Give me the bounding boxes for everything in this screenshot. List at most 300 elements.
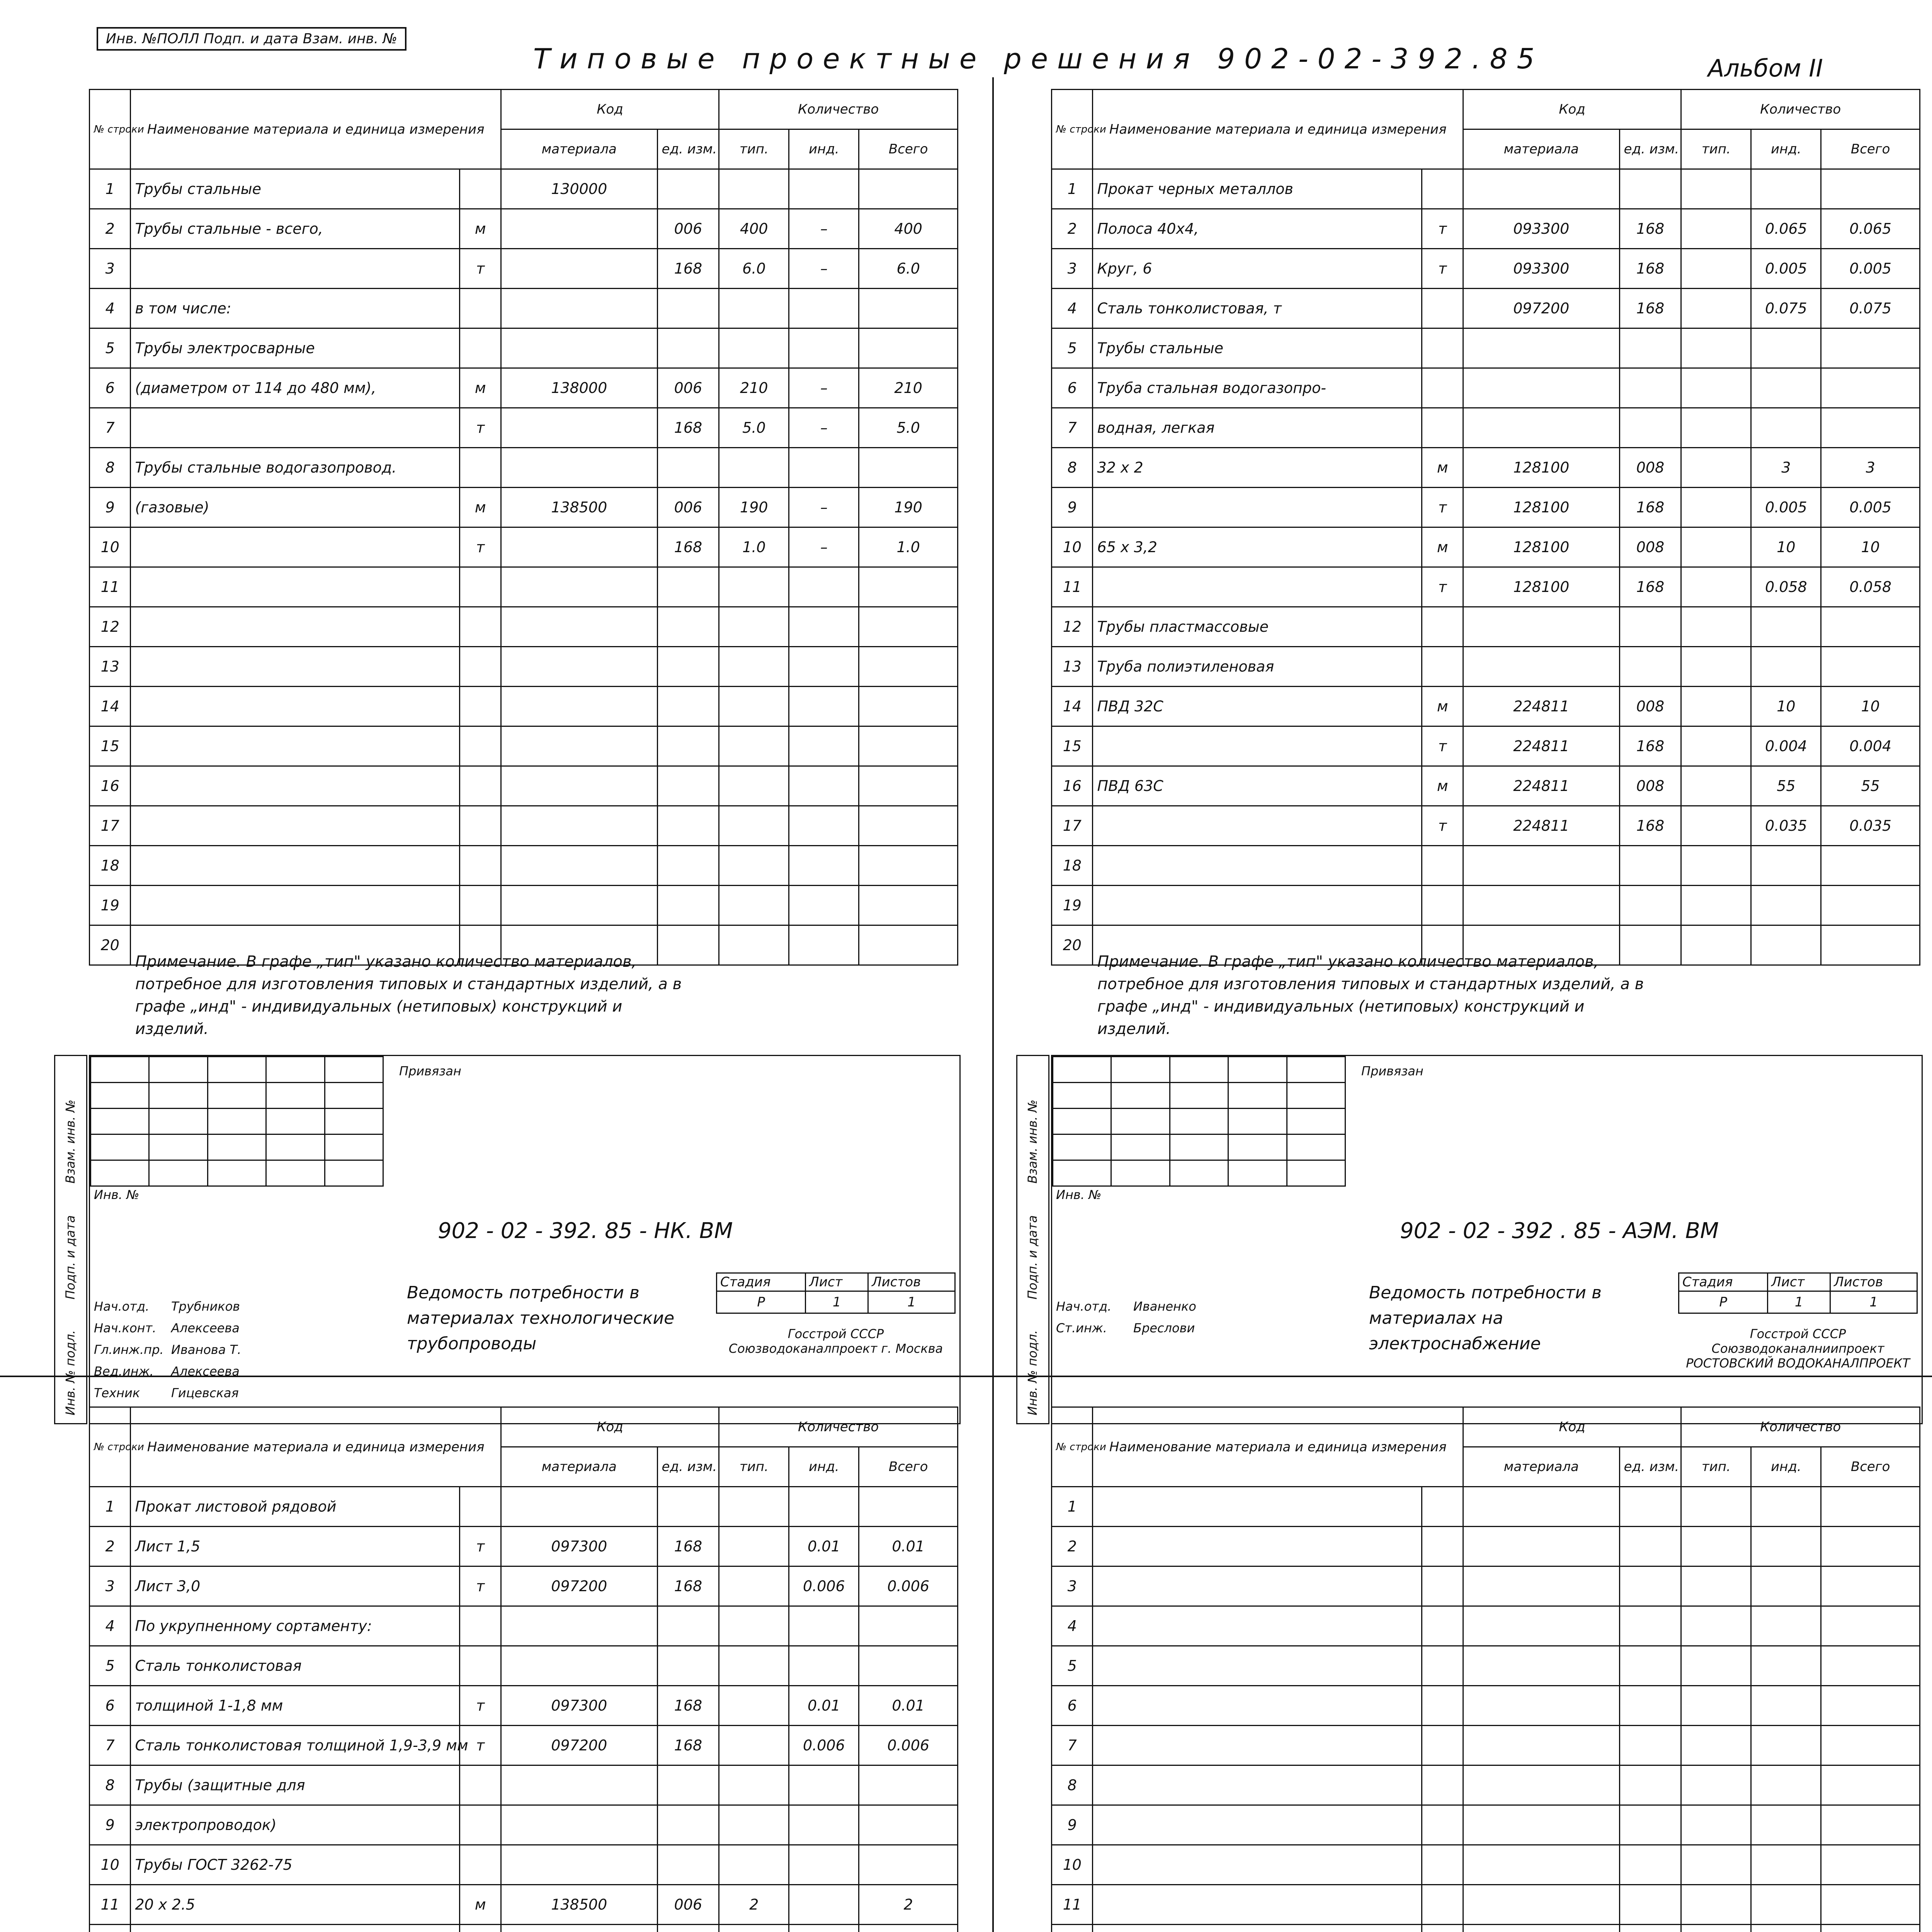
qty-total: 10 bbox=[1821, 527, 1920, 567]
row-number: 16 bbox=[1052, 766, 1093, 806]
material-name bbox=[131, 527, 460, 567]
qty-ind bbox=[789, 567, 859, 607]
row-number: 8 bbox=[1052, 448, 1093, 488]
row-number: 2 bbox=[1052, 1527, 1093, 1566]
header-stamp: Инв. №ПОЛЛ Подп. и дата Взам. инв. № bbox=[97, 27, 406, 51]
material-code bbox=[1463, 1845, 1619, 1885]
row-number: 14 bbox=[1052, 687, 1093, 726]
material-code: 224811 bbox=[1463, 726, 1619, 766]
unit-code bbox=[657, 1765, 719, 1805]
measure-unit bbox=[460, 607, 501, 647]
col-header-name: Наименование материала и единица измерения bbox=[131, 90, 501, 169]
row-number: 9 bbox=[90, 488, 131, 527]
qty-total bbox=[1821, 607, 1920, 647]
qty-ind bbox=[789, 448, 859, 488]
material-code: 097200 bbox=[501, 1726, 657, 1765]
qty-ind: 10 bbox=[1751, 527, 1821, 567]
qty-ind bbox=[789, 886, 859, 925]
material-code: 138500 bbox=[501, 488, 657, 527]
qty-total: 2 bbox=[859, 1885, 958, 1925]
qty-ind bbox=[1751, 1925, 1821, 1932]
qty-tip bbox=[1681, 249, 1751, 289]
signature-name: Иваненко bbox=[1133, 1299, 1196, 1314]
row-number: 10 bbox=[90, 1845, 131, 1885]
qty-ind bbox=[789, 806, 859, 846]
unit-code: 008 bbox=[1619, 527, 1681, 567]
side-label: Подп. и дата bbox=[1025, 1215, 1040, 1299]
qty-tip bbox=[719, 448, 789, 488]
unit-code: 168 bbox=[1619, 289, 1681, 328]
table-row bbox=[1052, 806, 1920, 846]
qty-total bbox=[859, 1845, 958, 1885]
material-code bbox=[501, 289, 657, 328]
qty-total bbox=[859, 1487, 958, 1527]
row-number: 20 bbox=[1052, 925, 1093, 965]
material-name bbox=[131, 726, 460, 766]
qty-ind: – bbox=[789, 527, 859, 567]
side-label: Инв. № подл. bbox=[1025, 1330, 1040, 1415]
material-name bbox=[1093, 1487, 1422, 1527]
table-row bbox=[1052, 607, 1920, 647]
document-code: 902 - 02 - 392 . 85 - АЭМ. ВМ bbox=[1400, 1218, 1719, 1243]
material-name: толщиной 1-1,8 мм bbox=[131, 1686, 460, 1726]
row-number: 15 bbox=[90, 726, 131, 766]
unit-code: 006 bbox=[657, 209, 719, 249]
table-row bbox=[90, 408, 958, 448]
qty-tip bbox=[719, 1726, 789, 1765]
side-label: Подп. и дата bbox=[63, 1215, 78, 1299]
material-name bbox=[131, 408, 460, 448]
qty-tip bbox=[719, 567, 789, 607]
qty-total bbox=[1821, 408, 1920, 448]
col-header-ind: инд. bbox=[1751, 129, 1821, 169]
table-row bbox=[1052, 1527, 1920, 1566]
material-code bbox=[501, 1925, 657, 1932]
measure-unit: м bbox=[1422, 766, 1463, 806]
organization: Госстрой СССР Союзводоканалниипроект РОСТОВСКИЙ ВОДОКАНАЛПРОЕКТ bbox=[1686, 1327, 1910, 1371]
measure-unit bbox=[1422, 1885, 1463, 1925]
col-header-qty: Количество bbox=[1681, 1407, 1920, 1447]
qty-ind bbox=[789, 1925, 859, 1932]
material-code bbox=[1463, 607, 1619, 647]
material-name: Трубы электросварные bbox=[131, 328, 460, 368]
measure-unit bbox=[460, 328, 501, 368]
material-code bbox=[501, 687, 657, 726]
unit-code bbox=[1619, 368, 1681, 408]
unit-code bbox=[1619, 1646, 1681, 1686]
material-name bbox=[131, 846, 460, 886]
qty-ind bbox=[789, 766, 859, 806]
measure-unit bbox=[460, 726, 501, 766]
table-row bbox=[90, 607, 958, 647]
measure-unit: т bbox=[1422, 209, 1463, 249]
qty-tip bbox=[1681, 1885, 1751, 1925]
material-name: Трубы стальные bbox=[1093, 328, 1422, 368]
qty-total bbox=[859, 886, 958, 925]
material-code: 097200 bbox=[1463, 289, 1619, 328]
qty-tip bbox=[719, 289, 789, 328]
material-code bbox=[1463, 1925, 1619, 1932]
qty-ind bbox=[1751, 368, 1821, 408]
material-code bbox=[501, 1646, 657, 1686]
table-row bbox=[1052, 209, 1920, 249]
material-code bbox=[1463, 886, 1619, 925]
material-name bbox=[1093, 806, 1422, 846]
qty-ind bbox=[789, 647, 859, 687]
qty-tip bbox=[1681, 687, 1751, 726]
col-header-material: материала bbox=[1463, 129, 1619, 169]
qty-total bbox=[1821, 846, 1920, 886]
material-name bbox=[1093, 1885, 1422, 1925]
qty-ind bbox=[789, 1805, 859, 1845]
material-name bbox=[131, 886, 460, 925]
qty-ind: 0.01 bbox=[789, 1527, 859, 1566]
qty-ind: – bbox=[789, 368, 859, 408]
qty-total: 0.006 bbox=[859, 1566, 958, 1606]
row-number: 11 bbox=[90, 1885, 131, 1925]
table-row bbox=[90, 806, 958, 846]
material-name: Полоса 40х4, bbox=[1093, 209, 1422, 249]
measure-unit bbox=[1422, 169, 1463, 209]
measure-unit: т bbox=[460, 1566, 501, 1606]
qty-tip bbox=[719, 1527, 789, 1566]
table-row bbox=[1052, 1885, 1920, 1925]
row-number: 19 bbox=[90, 886, 131, 925]
qty-tip bbox=[1681, 527, 1751, 567]
measure-unit bbox=[1422, 846, 1463, 886]
row-number: 7 bbox=[90, 408, 131, 448]
qty-total bbox=[859, 766, 958, 806]
qty-total: 0.005 bbox=[1821, 488, 1920, 527]
unit-code bbox=[1619, 1606, 1681, 1646]
qty-ind bbox=[1751, 1845, 1821, 1885]
unit-code bbox=[657, 1925, 719, 1932]
measure-unit bbox=[460, 766, 501, 806]
qty-ind: 0.006 bbox=[789, 1726, 859, 1765]
unit-code bbox=[657, 846, 719, 886]
row-number: 5 bbox=[1052, 328, 1093, 368]
table-row bbox=[90, 1726, 958, 1765]
signature-role: Вед.инж. bbox=[94, 1364, 154, 1379]
material-name: Трубы (защитные для bbox=[131, 1765, 460, 1805]
table-row bbox=[1052, 328, 1920, 368]
unit-code bbox=[1619, 1845, 1681, 1885]
col-header-tip: тип. bbox=[719, 1447, 789, 1487]
measure-unit bbox=[1422, 1566, 1463, 1606]
col-header-tip: тип. bbox=[719, 129, 789, 169]
measure-unit bbox=[460, 806, 501, 846]
row-number: 4 bbox=[90, 1606, 131, 1646]
material-code: 097200 bbox=[501, 1566, 657, 1606]
table-row bbox=[1052, 1925, 1920, 1932]
unit-code: 008 bbox=[1619, 687, 1681, 726]
signature-role: Нач.отд. bbox=[94, 1299, 150, 1314]
qty-ind bbox=[789, 1487, 859, 1527]
row-number: 11 bbox=[1052, 567, 1093, 607]
qty-total bbox=[1821, 1566, 1920, 1606]
qty-tip bbox=[1681, 1805, 1751, 1845]
stage-header: Стадия bbox=[717, 1273, 806, 1291]
qty-ind bbox=[789, 1765, 859, 1805]
material-name: Трубы стальные bbox=[131, 169, 460, 209]
qty-total: 10 bbox=[1821, 687, 1920, 726]
material-name: 65 х 3,2 bbox=[1093, 527, 1422, 567]
qty-tip bbox=[719, 1805, 789, 1845]
qty-tip bbox=[1681, 289, 1751, 328]
qty-tip bbox=[1681, 169, 1751, 209]
qty-total bbox=[859, 846, 958, 886]
stage-header: Листов bbox=[1830, 1273, 1917, 1291]
material-name bbox=[1093, 1925, 1422, 1932]
side-strip bbox=[1016, 1055, 1049, 1424]
row-number: 3 bbox=[1052, 1566, 1093, 1606]
table-row bbox=[1052, 647, 1920, 687]
signature-row bbox=[94, 1296, 241, 1317]
row-number: 5 bbox=[90, 328, 131, 368]
table-row bbox=[1052, 886, 1920, 925]
measure-unit bbox=[460, 846, 501, 886]
table-row bbox=[1052, 1765, 1920, 1805]
page-header bbox=[0, 0, 1932, 100]
qty-tip: 210 bbox=[719, 368, 789, 408]
qty-tip bbox=[719, 687, 789, 726]
material-name bbox=[131, 567, 460, 607]
qty-total bbox=[1821, 1487, 1920, 1527]
material-name: Сталь тонколистовая толщиной 1,9-3,9 мм bbox=[131, 1726, 460, 1765]
qty-total bbox=[859, 1925, 958, 1932]
qty-total bbox=[1821, 169, 1920, 209]
qty-tip bbox=[1681, 647, 1751, 687]
row-number: 13 bbox=[1052, 647, 1093, 687]
unit-code bbox=[657, 1845, 719, 1885]
qty-ind: 3 bbox=[1751, 448, 1821, 488]
material-code bbox=[1463, 1765, 1619, 1805]
material-name bbox=[131, 766, 460, 806]
material-code bbox=[1463, 1805, 1619, 1845]
unit-code bbox=[657, 169, 719, 209]
unit-code: 008 bbox=[1619, 448, 1681, 488]
measure-unit bbox=[460, 448, 501, 488]
row-number bbox=[1052, 1925, 1093, 1932]
measure-unit bbox=[460, 289, 501, 328]
qty-tip: 1.0 bbox=[719, 527, 789, 567]
unit-code: 006 bbox=[657, 1885, 719, 1925]
row-number: 4 bbox=[1052, 289, 1093, 328]
table-row bbox=[1052, 408, 1920, 448]
col-header-name: Наименование материала и единица измерения bbox=[1093, 1407, 1463, 1487]
row-number: 5 bbox=[1052, 1646, 1093, 1686]
table-row bbox=[90, 328, 958, 368]
qty-total bbox=[859, 328, 958, 368]
material-code: 128100 bbox=[1463, 448, 1619, 488]
qty-total bbox=[859, 169, 958, 209]
qty-ind bbox=[789, 607, 859, 647]
row-number: 5 bbox=[90, 1646, 131, 1686]
material-code bbox=[1463, 1566, 1619, 1606]
unit-code bbox=[657, 886, 719, 925]
qty-tip bbox=[1681, 488, 1751, 527]
qty-tip bbox=[1681, 1686, 1751, 1726]
qty-ind: 0.035 bbox=[1751, 806, 1821, 846]
material-name: в том числе: bbox=[131, 289, 460, 328]
stage-value: Р bbox=[1679, 1291, 1768, 1313]
material-name: Лист 1,5 bbox=[131, 1527, 460, 1566]
unit-code bbox=[657, 766, 719, 806]
row-number: 2 bbox=[90, 1527, 131, 1566]
stage-table bbox=[716, 1272, 956, 1314]
unit-code: 006 bbox=[657, 368, 719, 408]
qty-total: 55 bbox=[1821, 766, 1920, 806]
stage-header: Лист bbox=[1768, 1273, 1830, 1291]
qty-total: 0.004 bbox=[1821, 726, 1920, 766]
material-name: Труба стальная водогазопро- bbox=[1093, 368, 1422, 408]
material-code bbox=[501, 209, 657, 249]
qty-ind bbox=[1751, 1686, 1821, 1726]
material-name bbox=[1093, 488, 1422, 527]
unit-code bbox=[657, 1805, 719, 1845]
row-number: 12 bbox=[90, 607, 131, 647]
material-name: 32 х 2 bbox=[1093, 448, 1422, 488]
material-name bbox=[1093, 1646, 1422, 1686]
qty-ind: 0.058 bbox=[1751, 567, 1821, 607]
qty-tip bbox=[719, 1686, 789, 1726]
stage-header: Стадия bbox=[1679, 1273, 1768, 1291]
measure-unit bbox=[460, 1765, 501, 1805]
material-code bbox=[1463, 1726, 1619, 1765]
col-header-material: материала bbox=[501, 129, 657, 169]
table-row bbox=[90, 766, 958, 806]
note-text: Примечание. В графе „тип" указано количество материалов, потребное для изготовления типовых и стандартных изделий, а в графе „инд" - индивидуальных (нетиповых) конструкций и изделий. bbox=[1097, 953, 1644, 1038]
measure-unit bbox=[460, 647, 501, 687]
measure-unit bbox=[1422, 1646, 1463, 1686]
material-code bbox=[1463, 1885, 1619, 1925]
unit-code bbox=[1619, 607, 1681, 647]
material-name: водная, легкая bbox=[1093, 408, 1422, 448]
unit-code bbox=[1619, 1686, 1681, 1726]
binding-label: Привязан bbox=[399, 1064, 461, 1078]
row-number: 12 bbox=[1052, 607, 1093, 647]
qty-ind bbox=[1751, 408, 1821, 448]
material-name bbox=[131, 806, 460, 846]
qty-tip bbox=[1681, 766, 1751, 806]
table-row bbox=[90, 289, 958, 328]
col-header-unit: ед. изм. bbox=[1619, 1447, 1681, 1487]
qty-total bbox=[1821, 1885, 1920, 1925]
qty-total bbox=[859, 687, 958, 726]
unit-code bbox=[657, 1646, 719, 1686]
material-code bbox=[501, 1765, 657, 1805]
table-row bbox=[90, 1925, 958, 1932]
table-row bbox=[90, 886, 958, 925]
measure-unit: т bbox=[1422, 567, 1463, 607]
table-row bbox=[1052, 1646, 1920, 1686]
stage-value: 1 bbox=[1768, 1291, 1830, 1313]
qty-tip bbox=[1681, 886, 1751, 925]
measure-unit: т bbox=[460, 1527, 501, 1566]
unit-code: 168 bbox=[657, 1527, 719, 1566]
qty-tip bbox=[719, 1566, 789, 1606]
unit-code bbox=[657, 687, 719, 726]
qty-total: 190 bbox=[859, 488, 958, 527]
signature-role: Техник bbox=[94, 1386, 140, 1400]
col-header-unit: ед. изм. bbox=[657, 1447, 719, 1487]
unit-code bbox=[1619, 1765, 1681, 1805]
row-number: 7 bbox=[1052, 408, 1093, 448]
qty-tip bbox=[1681, 1765, 1751, 1805]
row-number: 2 bbox=[1052, 209, 1093, 249]
unit-code: 168 bbox=[657, 1686, 719, 1726]
unit-code: 008 bbox=[1619, 766, 1681, 806]
table-row bbox=[90, 1606, 958, 1646]
qty-tip: 6.0 bbox=[719, 249, 789, 289]
material-code: 130000 bbox=[501, 169, 657, 209]
material-code: 097300 bbox=[501, 1686, 657, 1726]
material-name bbox=[1093, 1805, 1422, 1845]
qty-tip bbox=[1681, 1606, 1751, 1646]
measure-unit: м bbox=[460, 1885, 501, 1925]
material-name bbox=[131, 249, 460, 289]
material-code bbox=[1463, 368, 1619, 408]
qty-tip bbox=[719, 328, 789, 368]
material-code: 138500 bbox=[501, 1885, 657, 1925]
measure-unit bbox=[1422, 607, 1463, 647]
material-name: Трубы стальные - всего, bbox=[131, 209, 460, 249]
material-code bbox=[501, 249, 657, 289]
material-code bbox=[501, 1805, 657, 1845]
qty-ind bbox=[1751, 328, 1821, 368]
material-name bbox=[1093, 1726, 1422, 1765]
stage-table bbox=[1678, 1272, 1918, 1314]
material-code bbox=[501, 886, 657, 925]
material-code bbox=[1463, 408, 1619, 448]
measure-unit: т bbox=[460, 527, 501, 567]
title-block bbox=[89, 1055, 961, 1424]
unit-code bbox=[657, 567, 719, 607]
unit-code bbox=[1619, 1925, 1681, 1932]
table-row bbox=[1052, 289, 1920, 328]
table-row bbox=[1052, 1487, 1920, 1527]
material-name: Сталь тонколистовая bbox=[131, 1646, 460, 1686]
qty-tip bbox=[719, 806, 789, 846]
qty-ind bbox=[789, 846, 859, 886]
material-code bbox=[501, 1606, 657, 1646]
qty-total: 0.01 bbox=[859, 1686, 958, 1726]
row-number: 20 bbox=[90, 925, 131, 965]
table-row bbox=[90, 1805, 958, 1845]
qty-total bbox=[859, 726, 958, 766]
col-header-code: Код bbox=[1463, 90, 1681, 129]
material-code bbox=[1463, 1686, 1619, 1726]
material-code: 128100 bbox=[1463, 567, 1619, 607]
unit-code bbox=[1619, 169, 1681, 209]
material-code bbox=[1463, 1487, 1619, 1527]
material-code bbox=[501, 766, 657, 806]
material-code bbox=[1463, 328, 1619, 368]
col-header-ind: инд. bbox=[789, 1447, 859, 1487]
unit-code bbox=[1619, 1805, 1681, 1845]
row-number: 6 bbox=[90, 368, 131, 408]
material-name bbox=[1093, 1566, 1422, 1606]
material-name bbox=[1093, 1845, 1422, 1885]
stage-header: Лист bbox=[806, 1273, 868, 1291]
material-name bbox=[1093, 567, 1422, 607]
signature-row bbox=[94, 1382, 241, 1404]
qty-tip bbox=[719, 1845, 789, 1885]
table-row bbox=[1052, 1686, 1920, 1726]
unit-code: 168 bbox=[1619, 209, 1681, 249]
unit-code: 168 bbox=[657, 1566, 719, 1606]
signature-row bbox=[94, 1361, 241, 1382]
